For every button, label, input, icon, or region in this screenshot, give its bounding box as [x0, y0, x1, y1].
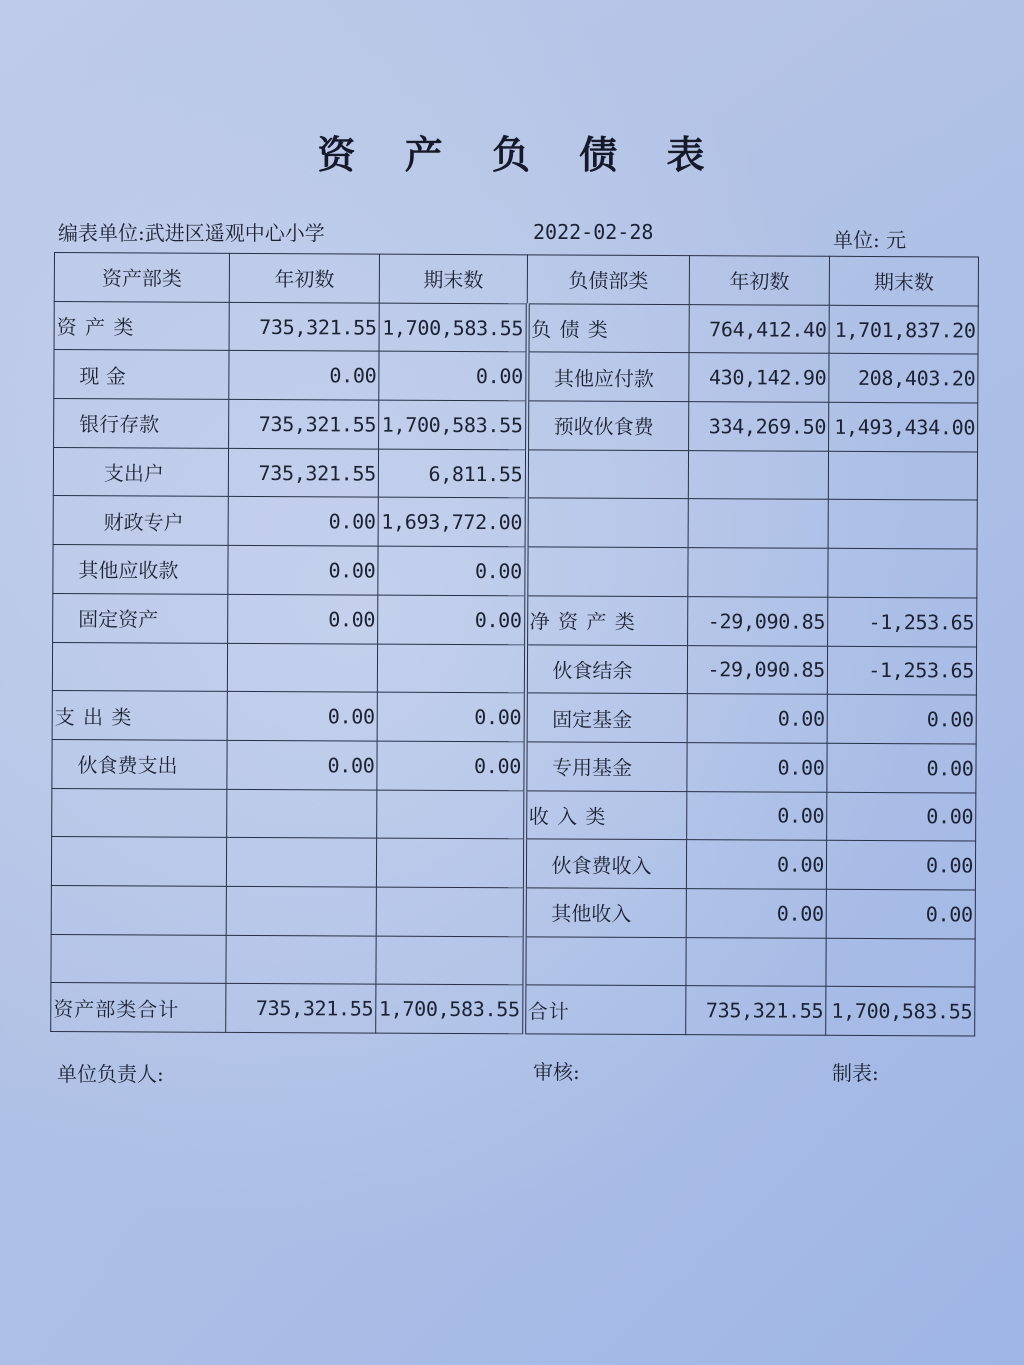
asset-label-cell [51, 885, 226, 935]
asset-begin-cell: 0.00 [227, 740, 377, 789]
asset-begin-cell [227, 643, 377, 692]
totals-liab-end: 1,700,583.55 [826, 987, 975, 1036]
liab-label-cell [526, 547, 688, 596]
table-row [52, 788, 976, 841]
asset-begin-cell: 0.00 [227, 692, 377, 741]
header-liab-begin: 年初数 [689, 256, 829, 305]
signature-unit-head: 单位负责人: [57, 1062, 164, 1086]
liab-end-cell: -1,253.65 [827, 646, 976, 695]
asset-begin-cell [226, 935, 376, 984]
reporting-unit: 编表单位:武进区遥观中心小学 [58, 221, 325, 245]
asset-label-cell: 财政专户 [53, 496, 228, 546]
asset-begin-cell: 0.00 [228, 545, 378, 594]
liab-end-cell: 1,493,434.00 [829, 402, 978, 451]
liab-begin-cell: -29,090.85 [688, 596, 828, 645]
table-row [51, 837, 975, 890]
asset-label-cell [51, 837, 226, 887]
page-title: 资 产 负 债 表 [317, 132, 723, 177]
totals-liab-label: 合计 [524, 985, 686, 1034]
table-row [52, 691, 976, 744]
asset-begin-cell: 735,321.55 [229, 302, 379, 351]
asset-label-cell: 支出户 [53, 447, 228, 497]
liab-begin-cell: 334,269.50 [689, 402, 829, 451]
report-date: 2022-02-28 [533, 220, 654, 244]
liab-end-cell [828, 500, 977, 549]
asset-end-cell: 0.00 [379, 351, 527, 400]
asset-label-cell: 资 产 类 [54, 301, 229, 351]
asset-label-cell: 伙食费支出 [52, 739, 227, 789]
table-row [54, 301, 978, 354]
table-row [54, 350, 978, 403]
liab-begin-cell [686, 937, 826, 986]
asset-end-cell: 1,700,583.55 [379, 400, 527, 449]
liab-label-cell: 固定基金 [525, 693, 687, 742]
table-row [53, 447, 977, 500]
liab-end-cell: 0.00 [826, 841, 975, 890]
table-row [53, 496, 977, 549]
liab-label-cell: 伙食费收入 [524, 839, 686, 888]
liab-label-cell: 净 资 产 类 [526, 596, 688, 645]
liab-label-cell [526, 450, 688, 499]
liab-begin-cell [688, 450, 828, 499]
asset-end-cell [376, 838, 524, 887]
liab-label-cell: 专用基金 [525, 742, 687, 791]
totals-asset-label: 资产部类合计 [51, 983, 226, 1033]
asset-end-cell: 0.00 [377, 741, 525, 790]
liab-label-cell: 其他收入 [524, 888, 686, 937]
asset-begin-cell: 0.00 [228, 594, 378, 643]
balance-sheet-table [50, 252, 979, 1037]
totals-row [51, 983, 975, 1036]
liab-label-cell: 负 债 类 [527, 304, 689, 353]
liab-begin-cell [688, 548, 828, 597]
liab-begin-cell: 0.00 [687, 791, 827, 840]
liab-end-cell: 1,701,837.20 [829, 305, 978, 354]
liab-begin-cell: -29,090.85 [687, 645, 827, 694]
asset-end-cell: 0.00 [377, 692, 525, 741]
asset-end-cell [376, 887, 524, 936]
asset-end-cell: 1,693,772.00 [378, 498, 526, 547]
asset-end-cell: 6,811.55 [378, 449, 526, 498]
liab-end-cell: -1,253.65 [828, 597, 977, 646]
liab-end-cell [828, 451, 977, 500]
header-liab-end: 期末数 [829, 256, 978, 305]
table-row [53, 593, 977, 646]
asset-begin-cell: 0.00 [229, 351, 379, 400]
asset-label-cell: 其他应收款 [53, 545, 228, 595]
totals-asset-end: 1,700,583.55 [376, 984, 524, 1033]
liab-begin-cell: 0.00 [686, 840, 826, 889]
liab-begin-cell: 430,142.90 [689, 353, 829, 402]
asset-begin-cell: 0.00 [228, 497, 378, 546]
header-asset-end: 期末数 [379, 254, 527, 303]
asset-begin-cell: 735,321.55 [228, 448, 378, 497]
liab-end-cell: 208,403.20 [829, 354, 978, 403]
asset-begin-cell: 735,321.55 [229, 399, 379, 448]
liab-label-cell [524, 936, 686, 985]
asset-label-cell: 固定资产 [53, 593, 228, 643]
asset-label-cell: 支 出 类 [52, 691, 227, 741]
table-row [52, 739, 976, 792]
asset-end-cell [377, 790, 525, 839]
table-row [52, 642, 976, 695]
liab-label-cell: 伙食结余 [525, 644, 687, 693]
liab-label-cell: 预收伙食费 [527, 401, 689, 450]
asset-label-cell [52, 788, 227, 838]
asset-begin-cell [226, 838, 376, 887]
table-header-row [54, 253, 978, 306]
liab-begin-cell: 0.00 [687, 694, 827, 743]
signature-reviewer: 审核: [533, 1060, 580, 1084]
asset-end-cell: 0.00 [378, 595, 526, 644]
liab-label-cell: 收 入 类 [525, 790, 687, 839]
liab-end-cell: 0.00 [826, 889, 975, 938]
table-row [51, 934, 975, 987]
liab-begin-cell: 764,412.40 [689, 304, 829, 353]
table-body [51, 301, 978, 987]
totals-asset-begin: 735,321.55 [226, 984, 376, 1033]
asset-end-cell: 1,700,583.55 [379, 303, 527, 352]
totals-liab-begin: 735,321.55 [686, 986, 826, 1035]
header-asset-category: 资产部类 [54, 253, 229, 303]
table-row [54, 399, 978, 452]
liab-label-cell: 其他应付款 [527, 352, 689, 401]
liab-begin-cell [688, 499, 828, 548]
header-asset-begin: 年初数 [229, 253, 379, 302]
liab-end-cell [828, 548, 977, 597]
table-row [53, 545, 977, 598]
asset-label-cell: 现 金 [54, 350, 229, 400]
liab-end-cell: 0.00 [827, 792, 976, 841]
asset-label-cell: 银行存款 [54, 399, 229, 449]
asset-end-cell [377, 644, 525, 693]
liab-begin-cell: 0.00 [686, 889, 826, 938]
liab-end-cell [826, 938, 975, 987]
liab-end-cell: 0.00 [827, 694, 976, 743]
asset-begin-cell [227, 789, 377, 838]
table-row [51, 885, 975, 938]
liab-label-cell [526, 498, 688, 547]
asset-end-cell: 0.00 [378, 546, 526, 595]
currency-unit: 单位: 元 [833, 228, 907, 252]
header-liab-category: 负债部类 [527, 255, 689, 304]
liab-end-cell: 0.00 [827, 743, 976, 792]
asset-end-cell [376, 936, 524, 985]
asset-begin-cell [226, 886, 376, 935]
asset-label-cell [51, 934, 226, 984]
liab-begin-cell: 0.00 [687, 742, 827, 791]
signature-preparer: 制表: [832, 1061, 879, 1085]
asset-label-cell [52, 642, 227, 692]
